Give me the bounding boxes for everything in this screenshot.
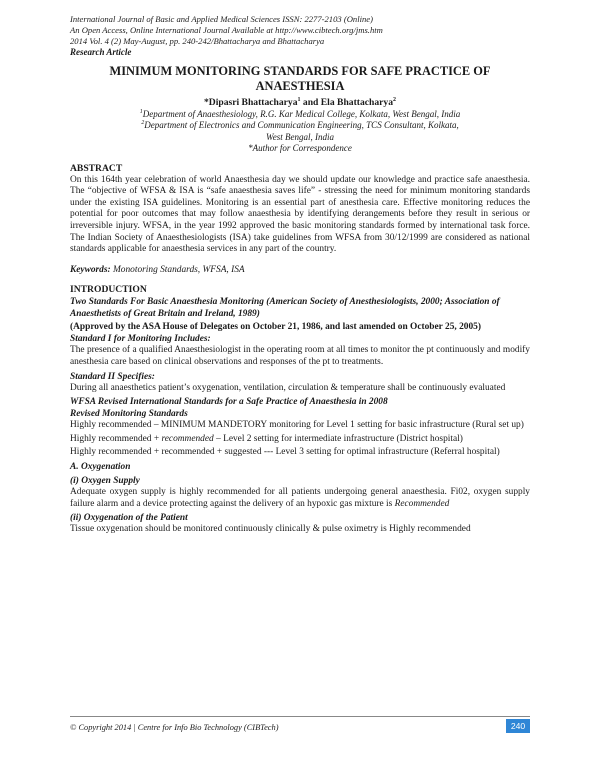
affiliation-1-text: Department of Anaesthesiology, R.G. Kar Medical College, Kolkata, West Bengal, India (142, 109, 461, 119)
journal-line: International Journal of Basic and Applied Medical Sciences ISSN: 2277-2103 (Online) (70, 14, 373, 24)
affiliation-2-text: Department of Electronics and Communication Engineering, TCS Consultant, Kolkata, (144, 120, 459, 131)
paper-title (70, 64, 530, 94)
page-number-badge: 240 (506, 719, 530, 733)
level-1-text: Highly recommended – MINIMUM MANDETORY monitoring for Level 1 setting for basic infrastructure (Rural set up) (70, 420, 524, 431)
introduction-heading: INTRODUCTION (70, 283, 147, 295)
level-2-recommended: recommended (161, 433, 214, 444)
standard-2-heading: Standard II Specifies: (70, 371, 155, 382)
approved-note: (Approved by the ASA House of Delegates on October 21, 1986, and last amended on October 25, 2005) (70, 321, 481, 332)
title-line-2: ANAESTHESIA (255, 79, 345, 93)
oxygenation-patient-text: Tissue oxygenation should be monitored continuously clinically & pulse oximetry is Highly recommended (70, 524, 471, 535)
oxygen-supply-heading: (i) Oxygen Supply (70, 475, 140, 486)
affiliation-2-cont: West Bengal, India (266, 131, 334, 142)
author-1: *Dipasri Bhattacharya (203, 97, 298, 108)
article-type: Research Article (70, 47, 132, 57)
abstract-text: On this 164th year celebration of world Anaesthesia day we should update our knowledge and practice safe anaesthesia. The “objective of WFSA & ISA is “safe anaesthesia saves life” - stressing the need for minimum monitoring standards under the existing ISA guidelines. Monitoring is an essential part of anesthesia care. Effective monitoring reduces the potential for poor outcomes that may follow anaesthesia by identifying derangements before they result in serious or irreversible injury. WFSA, in the year 1992 approved the basic monitoring standards formed by international task force. The Indian Society of Anaesthesiologists (ISA) take guidelines from WFSA from 30/12/1999 are considered as national standards applicable for anaesthesia services in any part of the country. (70, 174, 530, 255)
author-conj: and (300, 97, 321, 108)
standard-1-heading: Standard I for Monitoring Includes: (70, 334, 211, 345)
level-2-part-b: – Level 2 setting for intermediate infrastructure (District hospital) (213, 433, 463, 444)
copyright-text: © Copyright 2014 | Centre for Info Bio Technology (CIBTech) (70, 723, 279, 732)
author-1-sup: 1 (297, 96, 301, 103)
page-content (70, 14, 530, 536)
affiliation-1 (70, 109, 530, 120)
oxygenation-patient-heading: (ii) Oxygenation of the Patient (70, 513, 188, 524)
level-3-text: Highly recommended + recommended + suggested --- Level 3 setting for optimal infrastructure (Referral hospital) (70, 447, 500, 458)
keywords-value: Monotoring Standards, WFSA, ISA (110, 264, 245, 275)
oxygenation-heading: A. Oxygenation (70, 461, 131, 472)
wfsa-heading: WFSA Revised International Standards for a Safe Practice of Anaesthesia in 2008 (70, 397, 388, 408)
standard-1-text: The presence of a qualified Anaesthesiologist in the operating room at all times to monitor the pt continuously and modify anesthesia care based on clinical observations and responses of the pt to treatments. (70, 345, 530, 367)
abstract-heading: ABSTRACT (70, 162, 123, 174)
correspondence-note: *Author for Correspondence (248, 143, 352, 154)
keywords-label: Keywords: (70, 264, 111, 275)
keywords (70, 264, 530, 276)
affiliations (70, 109, 530, 155)
volume-line: 2014 Vol. 4 (2) May-August, pp. 240-242/Bhattacharya and Bhattacharya (70, 36, 325, 46)
author-2: Ela Bhattacharya (320, 97, 394, 108)
title-line-1: MINIMUM MONITORING STANDARDS FOR SAFE PRACTICE OF (109, 64, 491, 78)
author-2-sup: 2 (393, 96, 397, 103)
two-standards-heading: Two Standards For Basic Anaesthesia Monitoring (American Society of Anesthesiologists, 2000; Association of Anaesthetists of Great Britain and Ireland, 1989) (70, 296, 500, 319)
level-2-text (70, 434, 530, 446)
oxygen-supply-text (70, 487, 530, 510)
author-list (70, 97, 530, 109)
footer-rule (70, 716, 530, 717)
level-2-part-a: Highly recommended + (70, 433, 162, 444)
affiliation-2-sup: 2 (141, 120, 145, 127)
affiliation-1-sup: 1 (139, 109, 143, 115)
page-footer (70, 716, 530, 734)
affiliation-2 (70, 120, 530, 131)
access-line: An Open Access, Online International Journal Available at http://www.cibtech.org/jms.htm (70, 25, 383, 35)
oxygen-supply-recommended: Recommended (394, 498, 450, 509)
revised-heading: Revised Monitoring Standards (70, 409, 188, 420)
standard-2-text: During all anaesthetics patient’s oxygenation, ventilation, circulation & temperature shall be continuously evaluated (70, 382, 506, 393)
oxygen-supply-body: Adequate oxygen supply is highly recommended for all patients undergoing general anaesthesia. Fi02, oxygen supply failure alarm and a device protecting against the delivery of an hypoxic gas mixture is (70, 486, 530, 509)
